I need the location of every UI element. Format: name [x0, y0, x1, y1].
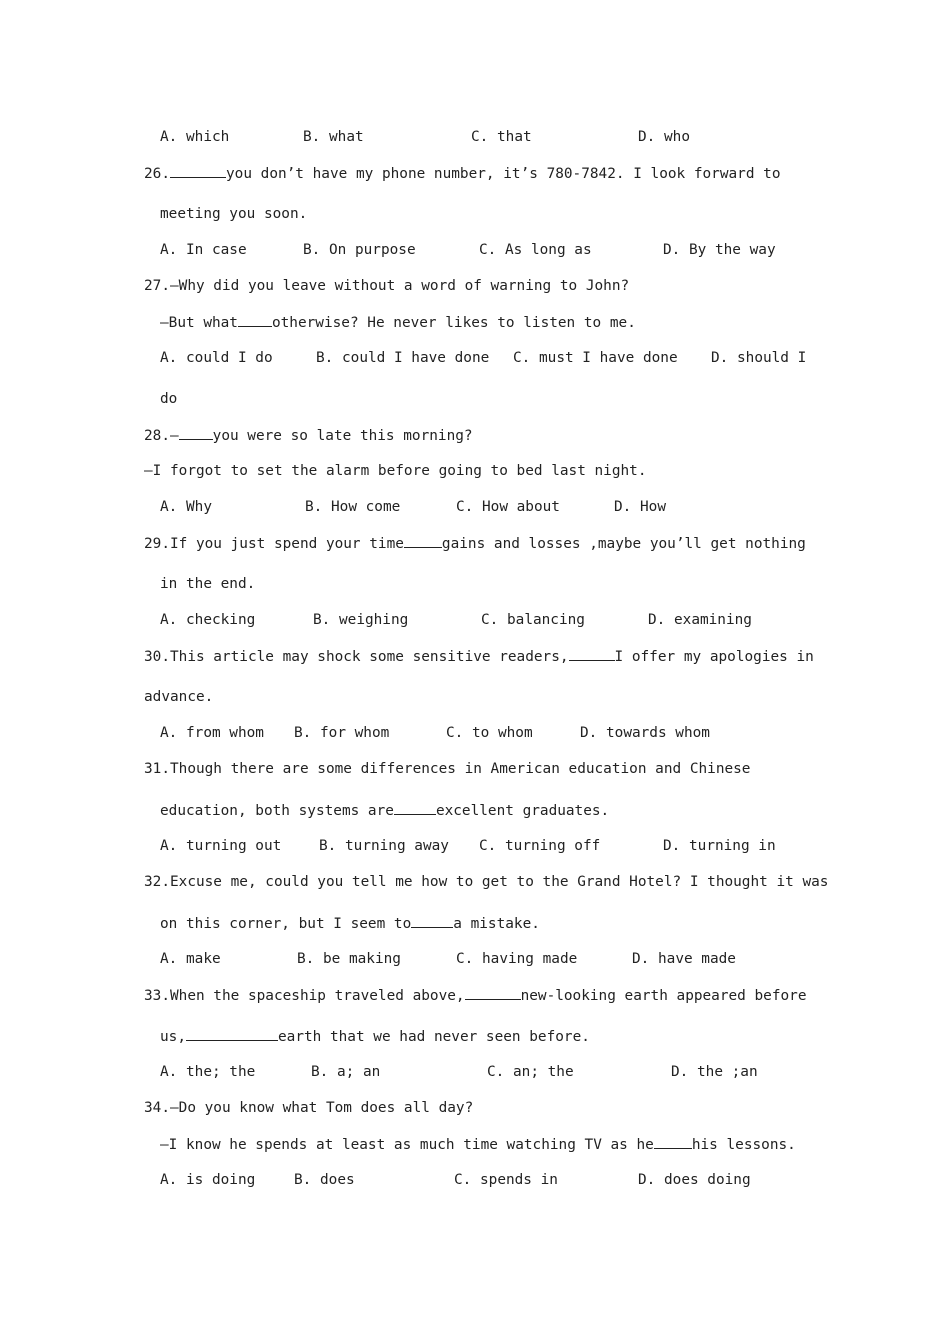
q31-line2: education, both systems are excellent graduates. [160, 800, 609, 820]
q30-line1: 30.This article may shock some sensitive readers, I offer my apologies in [144, 646, 814, 666]
q25-option-a: A. which [160, 129, 230, 145]
q32-option-d: D. have made [632, 951, 736, 967]
q27-line2: —But what otherwise? He never likes to listen to me. [160, 312, 636, 332]
q34-option-b: B. does [294, 1172, 355, 1188]
answer-blank [654, 1134, 692, 1149]
q26-option-b: B. On purpose [303, 242, 416, 258]
answer-blank [186, 1026, 278, 1041]
q32-line1: 32.Excuse me, could you tell me how to get to the Grand Hotel? I thought it was [144, 874, 829, 890]
q25-option-b: B. what [303, 129, 364, 145]
answer-blank [170, 163, 226, 178]
q31-line1: 31.Though there are some differences in American education and Chinese [144, 761, 751, 777]
q31-option-a: A. turning out [160, 838, 282, 854]
q33-option-a: A. the; the [160, 1064, 256, 1080]
q32-option-c: C. having made [456, 951, 578, 967]
answer-blank [404, 533, 442, 548]
answer-blank [238, 312, 272, 327]
q32-line2: on this corner, but I seem to a mistake. [160, 913, 540, 933]
q27-option-a: A. could I do [160, 350, 273, 366]
q31-option-d: D. turning in [663, 838, 776, 854]
q29-option-d: D. examining [648, 612, 752, 628]
q26-line1 [144, 163, 807, 183]
q25-option-d: D. who [638, 129, 690, 145]
q26-line2: meeting you soon. [160, 206, 308, 222]
q28-option-d: D. How [614, 499, 666, 515]
q29-option-c: C. balancing [481, 612, 585, 628]
q26-option-a: A. In case [160, 242, 247, 258]
q30-option-b: B. for whom [294, 725, 390, 741]
q34-option-c: C. spends in [454, 1172, 558, 1188]
q26-option-d: D. By the way [663, 242, 776, 258]
answer-blank [394, 800, 436, 815]
q33-option-c: C. an; the [487, 1064, 574, 1080]
q32-option-b: B. be making [297, 951, 401, 967]
answer-blank [465, 985, 521, 1000]
q29-line2: in the end. [160, 576, 256, 592]
q29-option-a: A. checking [160, 612, 256, 628]
q27-option-c: C. must I have done [513, 350, 678, 366]
q33-option-d: D. the ;an [671, 1064, 758, 1080]
answer-blank [179, 425, 213, 440]
q28-option-b: B. How come [305, 499, 401, 515]
q25-option-c: C. that [471, 129, 532, 145]
q27-line1: 27.—Why did you leave without a word of warning to John? [144, 278, 630, 294]
q27-option-d-wrap: do [160, 391, 178, 407]
q27-option-d: D. should I [711, 350, 807, 366]
answer-blank [411, 913, 453, 928]
q30-option-a: A. from whom [160, 725, 264, 741]
q26-option-c: C. As long as [479, 242, 592, 258]
q33-option-b: B. a; an [311, 1064, 381, 1080]
q28-line1: 28.— you were so late this morning? [144, 425, 473, 445]
q28-line2: —I forgot to set the alarm before going to bed last night. [144, 463, 647, 479]
q30-line2: advance. [144, 689, 214, 705]
q34-option-d: D. does doing [638, 1172, 751, 1188]
q33-line2: us, earth that we had never seen before. [160, 1026, 590, 1046]
q30-option-c: C. to whom [446, 725, 533, 741]
q29-option-b: B. weighing [313, 612, 409, 628]
q27-option-b: B. could I have done [316, 350, 490, 366]
q26-text: you don’t have my phone number, it’s 780-7842. I look forward to [226, 166, 781, 182]
answer-blank [569, 646, 615, 661]
q34-option-a: A. is doing [160, 1172, 256, 1188]
q31-option-c: C. turning off [479, 838, 601, 854]
q29-line1: 29.If you just spend your time gains and losses ,maybe you’ll get nothing [144, 533, 806, 553]
q30-option-d: D. towards whom [580, 725, 710, 741]
q34-line2: —I know he spends at least as much time watching TV as he his lessons. [160, 1134, 796, 1154]
q31-option-b: B. turning away [319, 838, 449, 854]
q26-number: 26. [144, 166, 170, 182]
q28-option-c: C. How about [456, 499, 560, 515]
q32-option-a: A. make [160, 951, 221, 967]
q34-line1: 34.—Do you know what Tom does all day? [144, 1100, 474, 1116]
q28-option-a: A. Why [160, 499, 212, 515]
q33-line1: 33.When the spaceship traveled above, new-looking earth appeared before [144, 985, 807, 1005]
